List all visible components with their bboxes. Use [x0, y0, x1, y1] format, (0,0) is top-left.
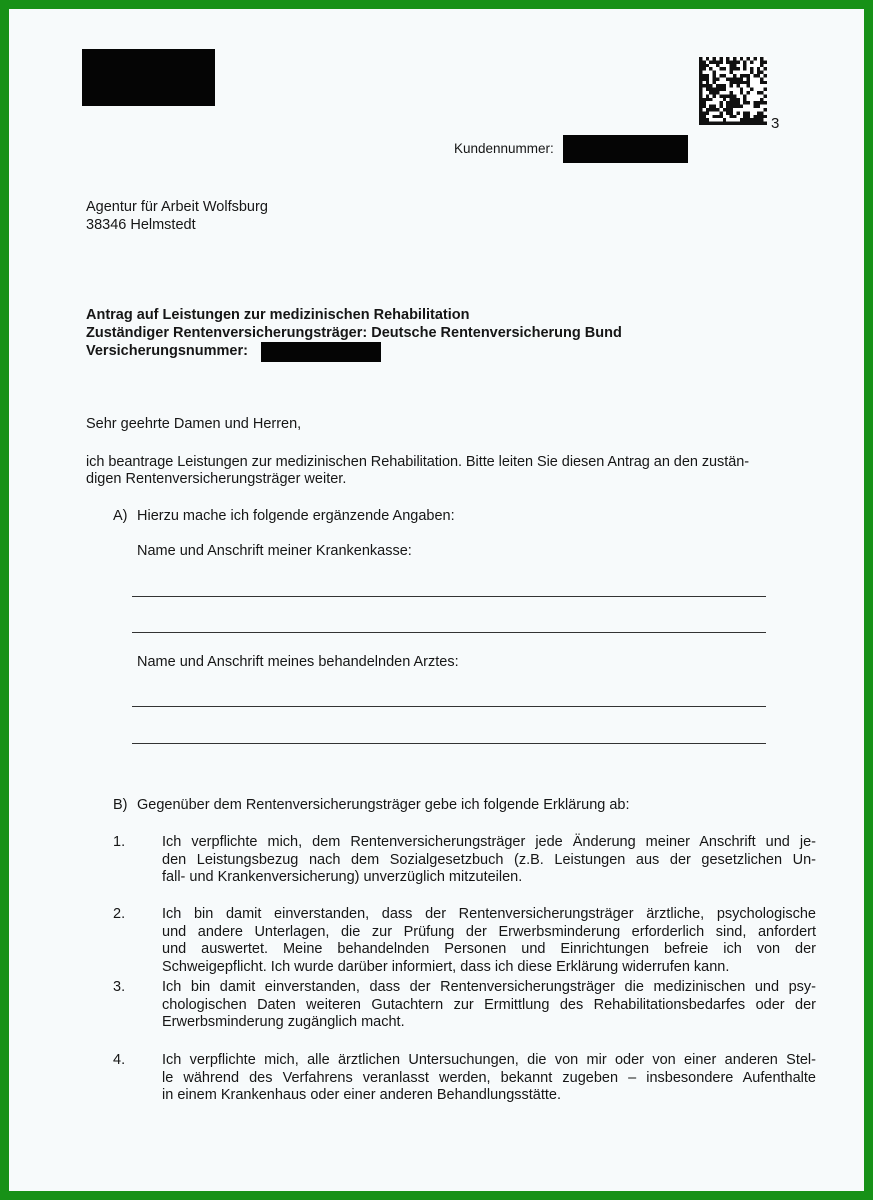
health-insurance-label: Name und Anschrift meiner Krankenkasse: — [137, 543, 412, 559]
subject-line-1: Antrag auf Leistungen zur medizinischen Rehabilitation — [86, 307, 470, 323]
item-1-text — [162, 834, 816, 887]
item-3-number: 3. — [113, 979, 126, 995]
subject-line-3: Versicherungsnummer: — [86, 343, 248, 359]
item-2-line-1: Ich bin damit einverstanden, dass der Rentenversicherungsträger ärztliche, psychologische — [162, 906, 816, 922]
item-4-line-3: in einem Krankenhaus oder einer anderen Behandlungsstätte. — [162, 1087, 562, 1104]
health-insurance-line-1[interactable] — [132, 596, 766, 597]
item-4-line-2: le während des Verfahrens veranlasst werden, bekannt zugeben – insbesondere Aufenthalte — [162, 1069, 816, 1086]
doctor-line-1[interactable] — [132, 706, 766, 707]
page-code-number: 3 — [771, 115, 780, 132]
item-3-line-1: Ich bin damit einverstanden, dass der Rentenversicherungsträger die medizinischen und psy- — [162, 979, 816, 995]
item-2-text — [162, 906, 816, 976]
salutation: Sehr geehrte Damen und Herren, — [86, 416, 302, 432]
datamatrix-code-icon — [699, 57, 767, 125]
redacted-sender-block — [82, 49, 215, 106]
doctor-label: Name und Anschrift meines behandelnden Arztes: — [137, 654, 459, 670]
item-2-line-4: Schweigepflicht. Ich wurde darüber informiert, dass ich diese Erklärung widerrufen kann. — [162, 958, 730, 975]
item-3-line-3: Erwerbsminderung zugänglich macht. — [162, 1014, 405, 1031]
item-1-line-3: fall- und Krankenversicherung) unverzüglich mitzuteilen. — [162, 869, 523, 886]
intro-line-2: digen Rentenversicherungsträger weiter. — [86, 471, 347, 487]
item-4-text — [162, 1052, 816, 1105]
section-b-heading: Gegenüber dem Rentenversicherungsträger gebe ich folgende Erklärung ab: — [137, 797, 630, 813]
item-2-number: 2. — [113, 906, 126, 922]
health-insurance-line-2[interactable] — [132, 632, 766, 633]
redacted-customer-number — [563, 135, 688, 163]
section-b-marker: B) — [113, 797, 128, 813]
intro-line-1: ich beantrage Leistungen zur medizinischen Rehabilitation. Bitte leiten Sie diesen Antrag an den zustän- — [86, 454, 750, 470]
redacted-insurance-number — [261, 342, 381, 362]
item-3-line-2: chologischen Daten weiteren Gutachtern zur Ermittlung des Rehabilitationsbedarfes oder der — [162, 996, 816, 1013]
item-1-number: 1. — [113, 834, 126, 850]
item-2-line-3: und auswertet. Meine behandelnden Personen und Einrichtungen befreie ich von der — [162, 941, 816, 958]
item-4-number: 4. — [113, 1052, 126, 1068]
document-page — [9, 9, 864, 1191]
subject-line-2: Zuständiger Rentenversicherungsträger: Deutsche Rentenversicherung Bund — [86, 325, 622, 341]
section-a-marker: A) — [113, 508, 128, 524]
item-1-line-1: Ich verpflichte mich, dem Rentenversicherungsträger jede Änderung meiner Anschrift und je- — [162, 834, 816, 850]
section-a-heading: Hierzu mache ich folgende ergänzende Angaben: — [137, 508, 455, 524]
customer-number-label: Kundennummer: — [454, 141, 554, 156]
recipient-name: Agentur für Arbeit Wolfsburg — [86, 199, 268, 215]
item-2-line-2: und andere Unterlagen, die zur Prüfung der Erwerbsminderung erforderlich sind, anfordert — [162, 923, 816, 940]
item-3-text — [162, 979, 816, 1032]
recipient-city: 38346 Helmstedt — [86, 217, 196, 233]
item-4-line-1: Ich verpflichte mich, alle ärztlichen Untersuchungen, die von mir oder von einer anderen Stel- — [162, 1052, 816, 1068]
doctor-line-2[interactable] — [132, 743, 766, 744]
item-1-line-2: den Leistungsbezug nach dem Sozialgesetzbuch (z.B. Leistungen aus der gesetzlichen Un- — [162, 851, 816, 868]
